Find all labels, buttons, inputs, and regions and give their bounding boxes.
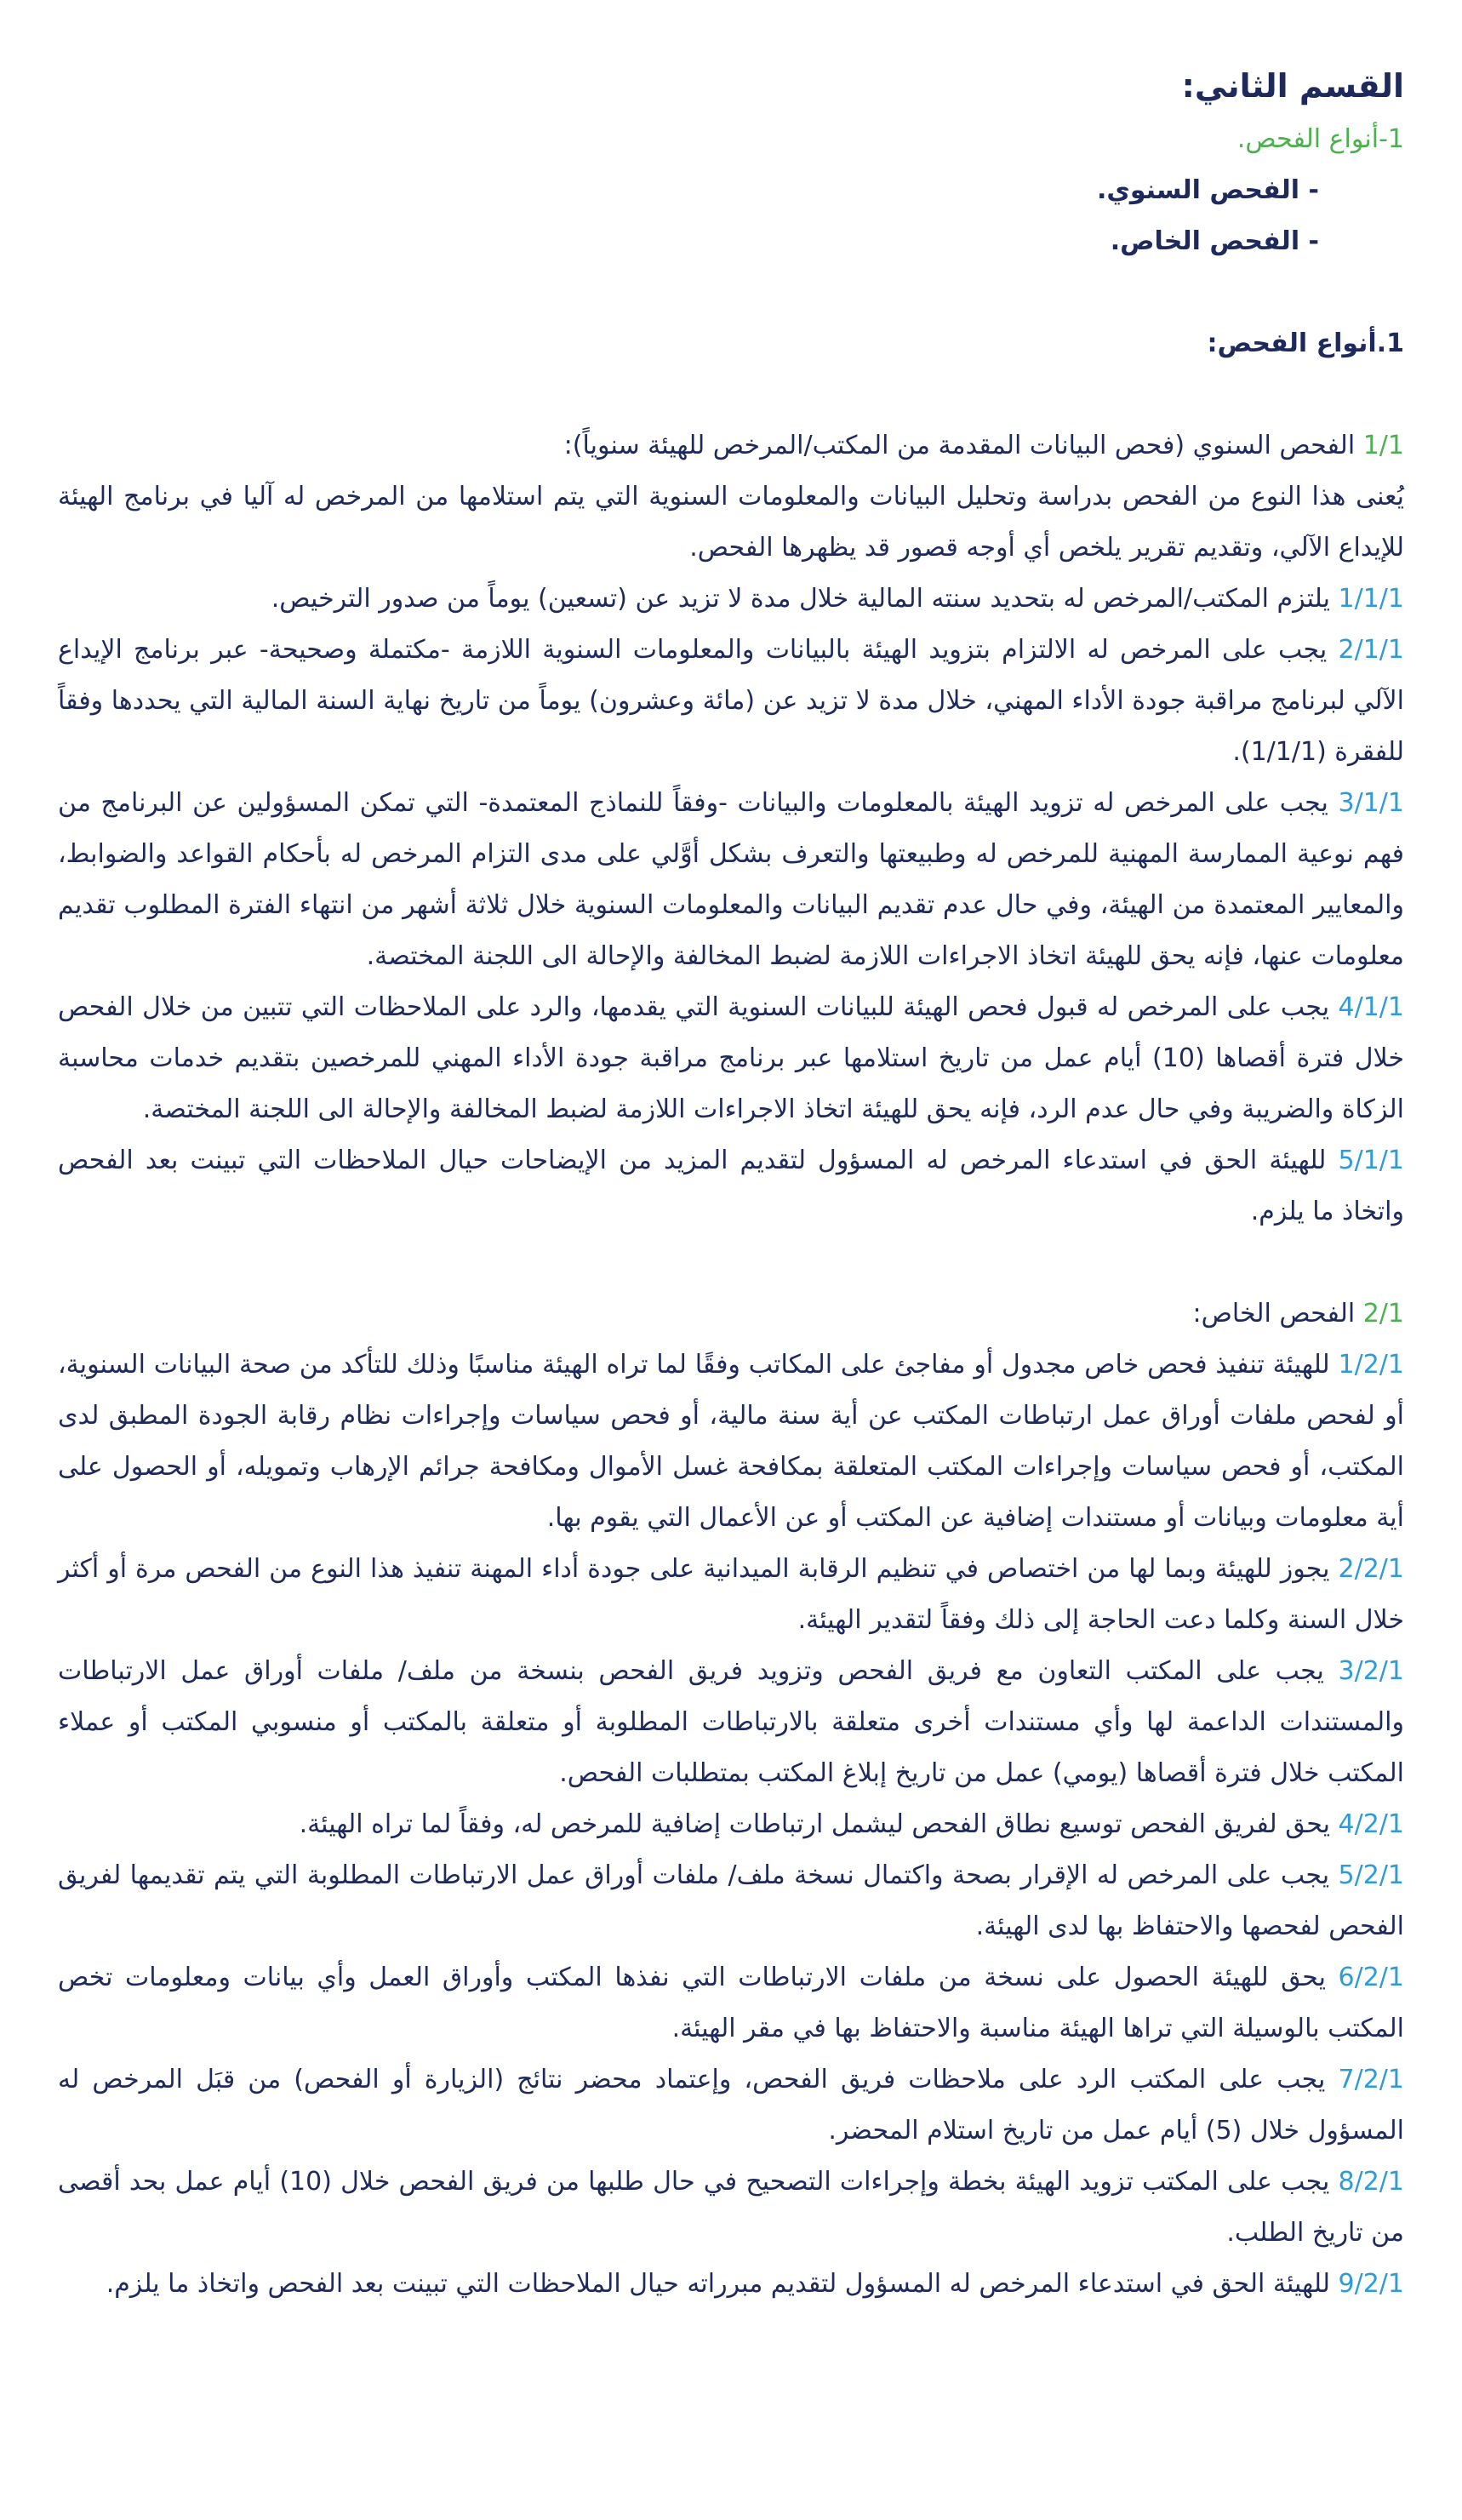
clause-text: يجب على المرخص له الإقرار بصحة واكتمال نسخة ملف/ ملفات أوراق عمل الارتباطات المطلوبة التي يتم تقديمها لفريق الفحص لفحصها والاحتفاظ بها لدى الهيئة. [58, 1860, 1404, 1941]
clause-number: 5/2/1 [1338, 1860, 1405, 1890]
clause-number: 6/2/1 [1338, 1963, 1404, 1992]
clause-number: 2/1/1 [1338, 635, 1404, 665]
toc-heading: 1-أنواع الفحص. [1236, 124, 1404, 154]
clause-6-2-1 [58, 1952, 1404, 2054]
clause-text: يحق لفريق الفحص توسيع نطاق الفحص ليشمل ارتباطات إضافية للمرخص له، وفقاً لما تراه الهيئة. [299, 1809, 1330, 1839]
clause-number: 4/1/1 [1338, 992, 1404, 1022]
clause-2-1-1 [58, 625, 1404, 778]
toc-item-annual: - الفحص السنوي. [1096, 175, 1319, 205]
clause-1-2-1 [58, 1340, 1404, 1544]
clause-number: 1/1/1 [1338, 584, 1404, 614]
clause-text: يجب على المرخص له تزويد الهيئة بالمعلومات والبيانات -وفقاً للنماذج المعتمدة- التي تمكن المسؤولين عن البرنامج من فهم نوعية الممارسة المهنية للمرخص له وطبيعتها والتعرف بشكل أوَّلي على مدى التزام المرخص له بأحكام القواعد والضوابط، والمعايير المعتمدة من الهيئة، وفي حال عدم تقديم البيانات والمعلومات السنوية خلال ثلاثة أشهر من انتهاء الفترة المطلوب تقديم معلومات عنها، فإنه يحق للهيئة اتخاذ الاجراءات اللازمة لضبط المخالفة والإحالة الى اللجنة المختصة. [58, 788, 1404, 971]
spacer [58, 369, 1404, 420]
special-number: 2/1 [1362, 1299, 1404, 1329]
clause-text: للهيئة الحق في استدعاء المرخص له المسؤول لتقديم المزيد من الإيضاحات حيال الملاحظات التي تبينت بعد الفحص واتخاذ ما يلزم. [58, 1146, 1404, 1226]
clause-number: 5/1/1 [1338, 1146, 1404, 1175]
clause-4-1-1 [58, 982, 1404, 1135]
clause-text: يجب على المكتب الرد على ملاحظات فريق الفحص، وإعتماد محضر نتائج (الزيارة أو الفحص) من قبَل المرخص له المسؤول خلال (5) أيام عمل من تاريخ استلام المحضر. [58, 2065, 1404, 2146]
annual-intro: يُعنى هذا النوع من الفحص بدراسة وتحليل البيانات والمعلومات السنوية التي يتم استلامها من المرخص له آليا في برنامج الهيئة للإيداع الآلي، وتقديم تقرير يلخص أي أوجه قصور قد يظهرها الفحص. [58, 482, 1404, 563]
clause-text: للهيئة تنفيذ فحص خاص مجدول أو مفاجئ على المكاتب وفقًا لما تراه الهيئة مناسبًا وذلك للتأكد من صحة البيانات السنوية، أو لفحص ملفات أوراق عمل ارتباطات المكتب عن أية سنة مالية، أو فحص سياسات وإجراءات نظام رقابة الجودة المطبق لدى المكتب، أو فحص سياسات وإجراءات المكتب المتعلقة بمكافحة غسل الأموال ومكافحة جرائم الإرهاب وتمويله، أو الحصول على أية معلومات وبيانات أو مستندات إضافية عن المكتب أو عن الأعمال التي يقوم بها. [58, 1350, 1404, 1533]
clause-1-1-1 [58, 574, 1404, 625]
clause-text: يجب على المرخص له الالتزام بتزويد الهيئة بالبيانات والمعلومات السنوية اللازمة -مكتملة وصحيحة- عبر برنامج الإيداع الآلي لبرنامج مراقبة جودة الأداء المهني، خلال مدة لا تزيد عن (مائة وعشرون) يوماً من تاريخ نهاية السنة المالية التي يحددها وفقاً للفقرة (1/1/1). [58, 635, 1404, 767]
clause-3-1-1 [58, 778, 1404, 982]
spacer [58, 267, 1404, 318]
clause-number: 8/2/1 [1338, 2167, 1404, 2197]
clause-5-2-1 [58, 1850, 1404, 1952]
clause-text: يجب على المكتب تزويد الهيئة بخطة وإجراءات التصحيح في حال طلبها من فريق الفحص خلال (10) أيام عمل بحد أقصى من تاريخ الطلب. [58, 2167, 1404, 2248]
toc-item-special: - الفحص الخاص. [1110, 226, 1319, 256]
clause-3-2-1 [58, 1646, 1404, 1799]
clause-text: يجب على المكتب التعاون مع فريق الفحص وتزويد فريق الفحص بنسخة من ملف/ ملفات أوراق عمل الارتباطات والمستندات الداعمة لها وأي مستندات أخرى متعلقة بالارتباطات المطلوبة أو متعلقة بالمكتب أو منسوبي المكتب أو عملاء المكتب خلال فترة أقصاها (يومي) عمل من تاريخ إبلاغ المكتب بمتطلبات الفحص. [58, 1656, 1404, 1788]
clause-text: يحق للهيئة الحصول على نسخة من ملفات الارتباطات التي نفذها المكتب وأوراق العمل وأي بيانات ومعلومات تخص المكتب بالوسيلة التي تراها الهيئة مناسبة والاحتفاظ بها في مقر الهيئة. [58, 1963, 1404, 2043]
clause-number: 9/2/1 [1338, 2269, 1404, 2299]
clause-text: يجوز للهيئة وبما لها من اختصاص في تنظيم الرقابة الميدانية على جودة أداء المهنة تنفيذ هذا النوع من الفحص مرة أو أكثر خلال السنة وكلما دعت الحاجة إلى ذلك وفقاً لتقدير الهيئة. [58, 1554, 1404, 1635]
clause-9-2-1 [58, 2259, 1404, 2310]
clause-number: 2/2/1 [1338, 1554, 1404, 1584]
clause-7-2-1 [58, 2054, 1404, 2157]
clause-text: للهيئة الحق في استدعاء المرخص له المسؤول لتقديم مبرراته حيال الملاحظات التي تبينت بعد الفحص واتخاذ ما يلزم. [106, 2269, 1330, 2299]
clause-text: يجب على المرخص له قبول فحص الهيئة للبيانات السنوية التي يقدمها، والرد على الملاحظات التي تتبين من خلال الفحص خلال فترة أقصاها (10) أيام عمل من تاريخ استلامها عبر برنامج مراقبة جودة الأداء المهني للمرخصين بتقديم خدمات محاسبة الزكاة والضريبة وفي حال عدم الرد، فإنه يحق للهيئة اتخاذ الاجراءات اللازمة لضبط المخالفة والإحالة الى اللجنة المختصة. [58, 992, 1404, 1124]
annual-heading [58, 420, 1404, 471]
types-heading: 1.أنواع الفحص: [1207, 329, 1404, 358]
special-heading-text: الفحص الخاص: [1192, 1299, 1356, 1329]
annual-number: 1/1 [1362, 431, 1404, 460]
section-title: القسم الثاني: [1181, 67, 1404, 105]
clause-5-1-1 [58, 1135, 1404, 1237]
clause-4-2-1 [58, 1799, 1404, 1850]
clause-text: يلتزم المكتب/المرخص له بتحديد سنته المالية خلال مدة لا تزيد عن (تسعين) يوماً من صدور الترخيص. [271, 584, 1330, 614]
clause-number: 3/1/1 [1338, 788, 1404, 818]
clause-number: 1/2/1 [1338, 1350, 1404, 1380]
special-heading [58, 1289, 1404, 1340]
clause-8-2-1 [58, 2157, 1404, 2259]
annual-heading-text: الفحص السنوي (فحص البيانات المقدمة من المكتب/المرخص للهيئة سنوياً): [563, 431, 1356, 460]
clause-number: 4/2/1 [1338, 1809, 1404, 1839]
clause-2-2-1 [58, 1544, 1404, 1646]
spacer [58, 1237, 1404, 1289]
document-page [58, 58, 1404, 2310]
clause-number: 7/2/1 [1338, 2065, 1404, 2094]
clause-number: 3/2/1 [1338, 1656, 1404, 1686]
